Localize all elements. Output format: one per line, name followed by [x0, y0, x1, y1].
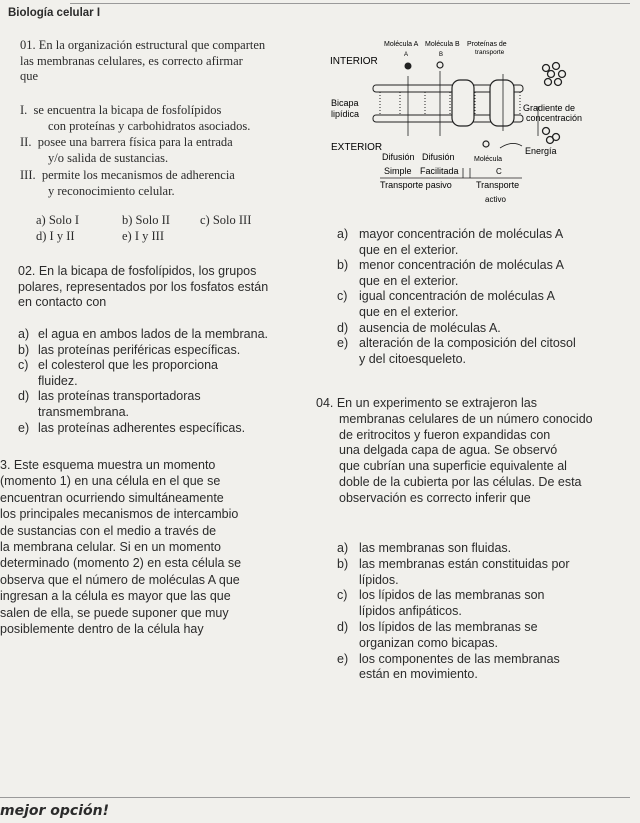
q2-option-d[interactable]: d) las proteínas transportadoras transmembrana.: [18, 389, 201, 419]
q3-stem-line: de sustancias con el medio a través de: [0, 523, 217, 538]
page-title: Biología celular I: [8, 7, 101, 19]
q2-option-e[interactable]: e) las proteínas adherentes específicas.: [18, 420, 246, 435]
q2-stem-line: polares, representados por los fosfatos están: [18, 279, 269, 294]
q2-options: [18, 327, 318, 436]
question-02: [18, 264, 318, 311]
q3-stem-line: encuentran ocurriendo simultáneamente: [0, 490, 224, 505]
q1-option-e[interactable]: e) I y III: [122, 228, 164, 243]
q4-option-d[interactable]: d) los lípidos de las membranas se organizan como bicapas.: [337, 619, 538, 650]
gradient-label-1: Gradiente de: [523, 103, 576, 113]
q4-stem-line: 04. En un experimento se extrajeron las: [316, 396, 537, 410]
q4-options: [337, 541, 632, 683]
q4-option-c[interactable]: c) los lípidos de las membranas son lípidos anfipáticos.: [337, 588, 545, 619]
q1-option-c[interactable]: c) Solo III: [200, 213, 252, 227]
energy-arrow: [500, 143, 522, 148]
molecule-a-icon: [405, 63, 412, 70]
activo-label: activo: [485, 195, 506, 204]
q3-option-b[interactable]: b) menor concentración de moléculas A que en el exterior.: [337, 258, 564, 288]
footer-text: mejor opción!: [0, 803, 109, 819]
q2-option-a[interactable]: a) el agua en ambos lados de la membrana.: [18, 327, 269, 341]
q2-stem-line: en contacto con: [18, 295, 107, 310]
difusion-label-1: Difusión: [382, 152, 415, 162]
facilitada-label: Facilitada: [420, 166, 459, 176]
interior-label: INTERIOR: [330, 56, 378, 67]
q1-option-a[interactable]: a) Solo I: [36, 213, 80, 227]
bicapa-label-1: Bicapa: [331, 98, 359, 108]
membrane-transport-diagram: [300, 36, 635, 216]
q1-options: [36, 213, 251, 244]
q3-stem-line: los principales mecanismos de intercambio: [0, 507, 239, 522]
question-04: [316, 396, 632, 507]
q4-option-e[interactable]: e) los componentes de las membranas están en movimiento.: [337, 651, 560, 682]
q1-stem-line: que: [20, 69, 39, 84]
q3-stem-line: 3. Este esquema muestra un momento: [0, 458, 216, 472]
q3-options: [337, 227, 632, 367]
question-03: [0, 457, 318, 637]
q3-option-e[interactable]: e) alteración de la composición del citosol y del citoesqueleto.: [337, 336, 576, 366]
bicapa-label-2: lipídica: [331, 109, 360, 119]
pasivo-label: Transporte pasivo: [380, 180, 452, 190]
q4-stem-line: observación es correcto inferir que: [339, 490, 531, 505]
q1-stem-line: las membranas celulares, es correcto afirmar: [20, 53, 243, 68]
q4-stem-line: doble de la cubierta por las células. De esta: [339, 474, 582, 489]
molecule-cluster-icon: [543, 128, 560, 144]
q4-option-a[interactable]: a) las membranas son fluidas.: [337, 541, 512, 555]
top-rule: [70, 3, 630, 4]
q3-stem-line: determinado (momento 2) en esta célula se: [0, 556, 242, 571]
carrier-protein-icon: [490, 80, 514, 126]
letter-b: B: [439, 52, 444, 58]
q4-stem-line: una delgada capa de agua. Se observó: [339, 443, 558, 458]
q3-stem-line: (momento 1) en una célula en el que se: [0, 474, 221, 489]
q1-option-d[interactable]: d) I y II: [36, 228, 75, 243]
question-01: [20, 38, 295, 200]
q4-stem-line: de eritrocitos y fueron expandidas con: [339, 427, 551, 442]
energy-label: Energía: [525, 146, 557, 156]
letter-a: A: [404, 52, 409, 58]
q3-stem-line: salen de ella, se puede suponer que muy: [0, 605, 229, 620]
q4-stem-line: que cubrían una superficie equivalente al: [339, 459, 567, 474]
q4-stem-line: membranas celulares de un número conocido: [339, 411, 593, 426]
q4-option-b[interactable]: b) las membranas están constituidas por lípidos.: [337, 556, 570, 587]
q3-stem-line: ingresan a la célula es mayor que las que: [0, 589, 231, 604]
q3-stem-line: la membrana celular. Si en un momento: [0, 540, 221, 555]
molecule-c-label: Molécula: [474, 156, 503, 163]
q3-option-a[interactable]: a) mayor concentración de moléculas A que en el exterior.: [337, 227, 564, 257]
q1-item-3: III. permite los mecanismos de adherencia y reconocimiento celular.: [20, 168, 235, 198]
q3-stem-line: posiblemente dentro de la célula hay: [0, 622, 204, 637]
q1-item-2: II. posee una barrera física para la entrada y/o salida de sustancias.: [20, 135, 233, 165]
q2-option-c[interactable]: c) el colesterol que les proporciona fluidez.: [18, 358, 218, 388]
molecule-b-icon: [437, 62, 443, 68]
proteins-label-2: transporte: [475, 49, 505, 56]
simple-label: Simple: [384, 166, 412, 176]
q1-item-1: I. se encuentra la bicapa de fosfolípidos con proteínas y carbohidratos asociados.: [20, 102, 251, 133]
molecule-b-label: Molécula B: [425, 41, 460, 48]
proteins-label-1: Proteínas de: [467, 41, 507, 48]
q1-option-b[interactable]: b) Solo II: [122, 213, 170, 227]
q1-stem-line: 01. En la organización estructural que comparten: [20, 38, 266, 52]
difusion-label-2: Difusión: [422, 152, 455, 162]
molecule-cluster-icon: [543, 63, 566, 86]
q3-option-d[interactable]: d) ausencia de moléculas A.: [337, 320, 501, 335]
q2-stem-line: 02. En la bicapa de fosfolípidos, los grupos: [18, 264, 257, 278]
exterior-label: EXTERIOR: [331, 142, 383, 153]
q2-option-b[interactable]: b) las proteínas periféricas específicas.: [18, 342, 241, 357]
transporte-label: Transporte: [476, 180, 520, 190]
letter-c: C: [496, 167, 502, 176]
molecule-c-icon: [483, 141, 489, 147]
q3-stem-line: observa que el número de moléculas A que: [0, 572, 240, 587]
gradient-label-2: concentración: [526, 113, 583, 123]
q3-option-c[interactable]: c) igual concentración de moléculas A que en el exterior.: [337, 289, 555, 319]
channel-protein-icon: [452, 80, 474, 126]
molecule-a-label: Molécula A: [384, 41, 419, 48]
bottom-rule: [0, 797, 630, 798]
